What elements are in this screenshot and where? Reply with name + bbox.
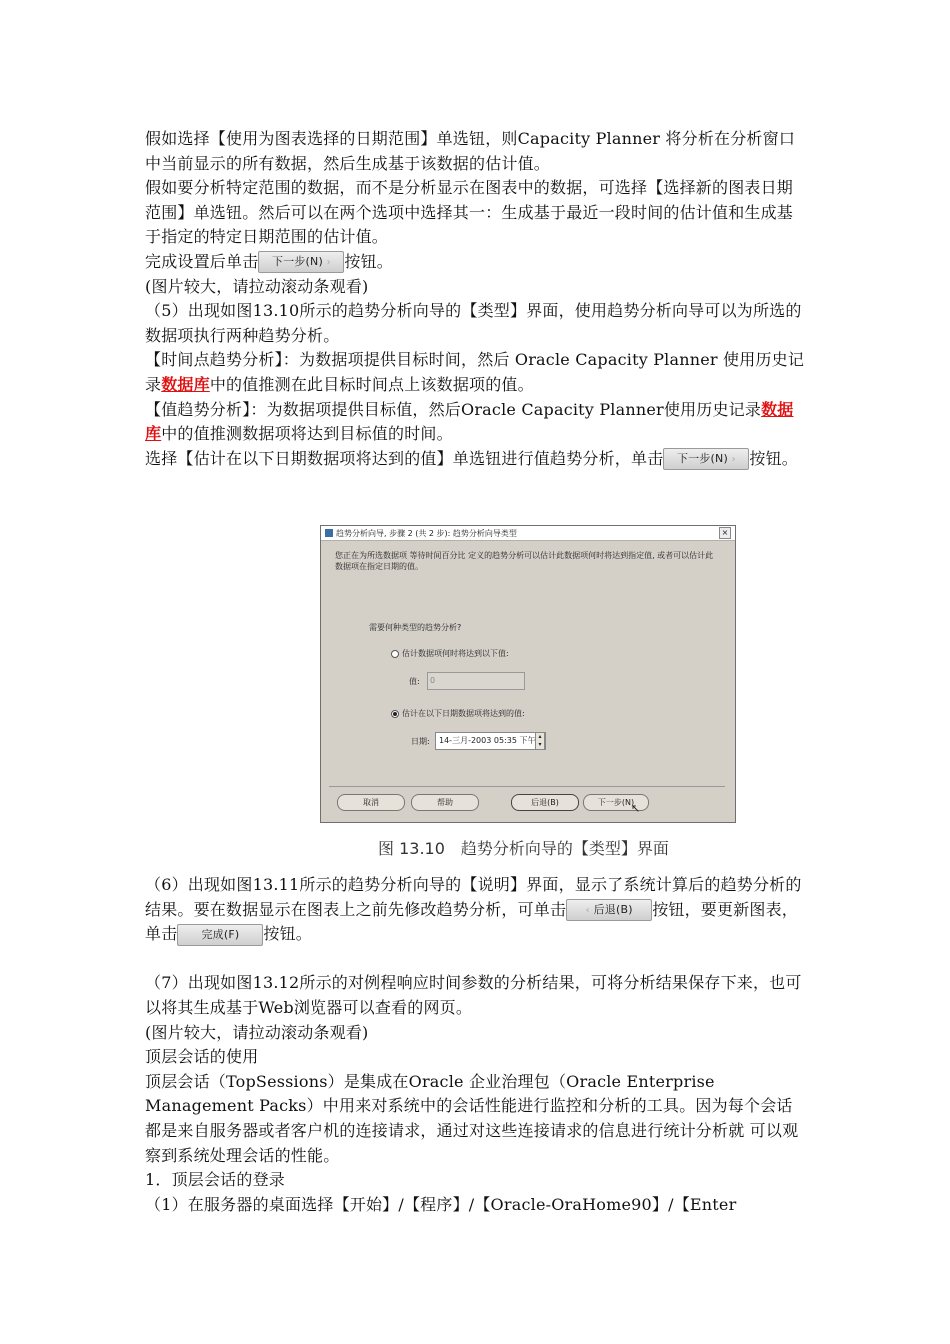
value-input[interactable]: 0 bbox=[427, 672, 525, 690]
date-input[interactable]: 14-三月-2003 05:35 下午 bbox=[435, 732, 546, 750]
para-9: （7）出现如图13.12所示的对例程响应时间参数的分析结果，可将分析结果保存下来，也可以将其生成基于Web浏览器可以查看的网页。 bbox=[145, 973, 802, 1017]
para-3: 完成设置后单击 下一步(N) › 按钮。 bbox=[145, 250, 805, 275]
figure-caption: 图 13.10 趋势分析向导的【类型】界面 bbox=[378, 839, 669, 858]
date-label: 日期: bbox=[411, 737, 430, 746]
left-arrow-icon: ‹ bbox=[585, 905, 590, 917]
value-label: 值: bbox=[409, 677, 420, 686]
para-6: 【值趋势分析】：为数据项提供目标值，然后Oracle Capacity Planner使用历史记录数据库中的值推测数据项将达到目标值的时间。 bbox=[145, 399, 794, 444]
app-icon bbox=[325, 529, 333, 537]
close-icon[interactable]: × bbox=[719, 527, 731, 539]
radio-selected-icon[interactable] bbox=[391, 710, 399, 718]
help-button[interactable]: 帮助 bbox=[411, 794, 479, 811]
subheading-1: 1．顶层会话的登录 bbox=[145, 1170, 285, 1190]
para-4: （5）出现如图13.10所示的趋势分析向导的【类型】界面，使用趋势分析向导可以为所选的数据项执行两种趋势分析。 bbox=[145, 301, 802, 345]
cursor-icon: ↖ bbox=[631, 802, 641, 815]
database-link[interactable]: 数据库 bbox=[161, 374, 210, 394]
arrow-icon: › bbox=[731, 454, 736, 466]
para-1: 假如选择【使用为图表选择的日期范围】单选钮，则Capacity Planner 将分析在分析窗口中当前显示的所有数据，然后生成基于该数据的估计值。 bbox=[145, 129, 796, 173]
database-link-2[interactable]: 数据库 bbox=[145, 399, 794, 444]
spinner-icon[interactable]: ▴ ▾ bbox=[535, 732, 545, 750]
wizard-titlebar bbox=[321, 526, 735, 541]
radio-icon[interactable] bbox=[391, 650, 399, 658]
lower-text-block bbox=[145, 873, 805, 1217]
finish-button-image: 完成(F) bbox=[177, 924, 263, 946]
divider bbox=[329, 786, 725, 787]
arrow-icon: › bbox=[326, 257, 331, 269]
para-2: 假如要分析特定范围的数据，而不是分析显示在图表中的数据，可选择【选择新的图表日期范围】单选钮。然后可以在两个选项中选择其一：生成基于最近一段时间的估计值和生成基于指定的特定日期范围的估计值。 bbox=[145, 178, 794, 247]
scroll-note-2: (图片较大，请拉动滚动条观看) bbox=[145, 1022, 369, 1042]
back-button[interactable]: 后退(B) bbox=[511, 794, 579, 811]
option-value-trend[interactable]: 估计数据项何时将达到以下值: bbox=[391, 648, 509, 659]
back-button-image: ‹ 后退(B) bbox=[566, 899, 652, 921]
next-button-image: 下一步(N) › bbox=[258, 251, 344, 273]
wizard-question: 需要何种类型的趋势分析? bbox=[369, 623, 462, 632]
scroll-note-1: (图片较大，请拉动滚动条观看) bbox=[145, 276, 369, 296]
para-8: （6）出现如图13.11所示的趋势分析向导的【说明】界面，显示了系统计算后的趋势分析的结果。要在数据显示在图表上之前先修改趋势分析，可单击 ‹ 后退(B) 按钮，要更新图表，单击 完成(F) 按钮。 bbox=[145, 873, 805, 947]
next-button[interactable]: 下一步(N) bbox=[583, 794, 649, 811]
section-heading: 顶层会话的使用 bbox=[145, 1047, 259, 1067]
para-7: 选择【估计在以下日期数据项将达到的值】单选钮进行值趋势分析，单击 下一步(N) › 按钮。 bbox=[145, 447, 805, 472]
wizard-title: 趋势分析向导, 步骤 2 (共 2 步): 趋势分析向导类型 bbox=[336, 528, 517, 538]
para-11: （1）在服务器的桌面选择【开始】/【程序】/【Oracle-OraHome90】/【Enter bbox=[145, 1194, 737, 1214]
next-button-image-2: 下一步(N) › bbox=[663, 448, 749, 470]
para-10: 顶层会话（TopSessions）是集成在Oracle 企业治理包（Oracle Enterprise Management Packs）中用来对系统中的会话性能进行监控和分析的工具。因为每个会话都是来自服务器或者客户机的连接请求，通过对这些连接请求的信息进行统计分析就 可以观察到系统处理会话的性能。 bbox=[145, 1071, 799, 1165]
para-5: 【时间点趋势分析】：为数据项提供目标时间，然后 Oracle Capacity Planner 使用历史记录数据库中的值推测在此目标时间点上该数据项的值。 bbox=[145, 350, 805, 394]
wizard-screenshot bbox=[320, 525, 736, 823]
upper-text-block bbox=[145, 127, 805, 471]
cancel-button[interactable]: 取消 bbox=[337, 794, 405, 811]
option-date-trend[interactable]: 估计在以下日期数据项将达到的值: bbox=[391, 708, 525, 719]
wizard-description: 您正在为所选数据项 等待时间百分比 定义的趋势分析可以估计此数据项何时将达到指定值, 或者可以估计此数据项在指定日期的值。 bbox=[335, 551, 714, 571]
blank-line bbox=[145, 947, 805, 972]
